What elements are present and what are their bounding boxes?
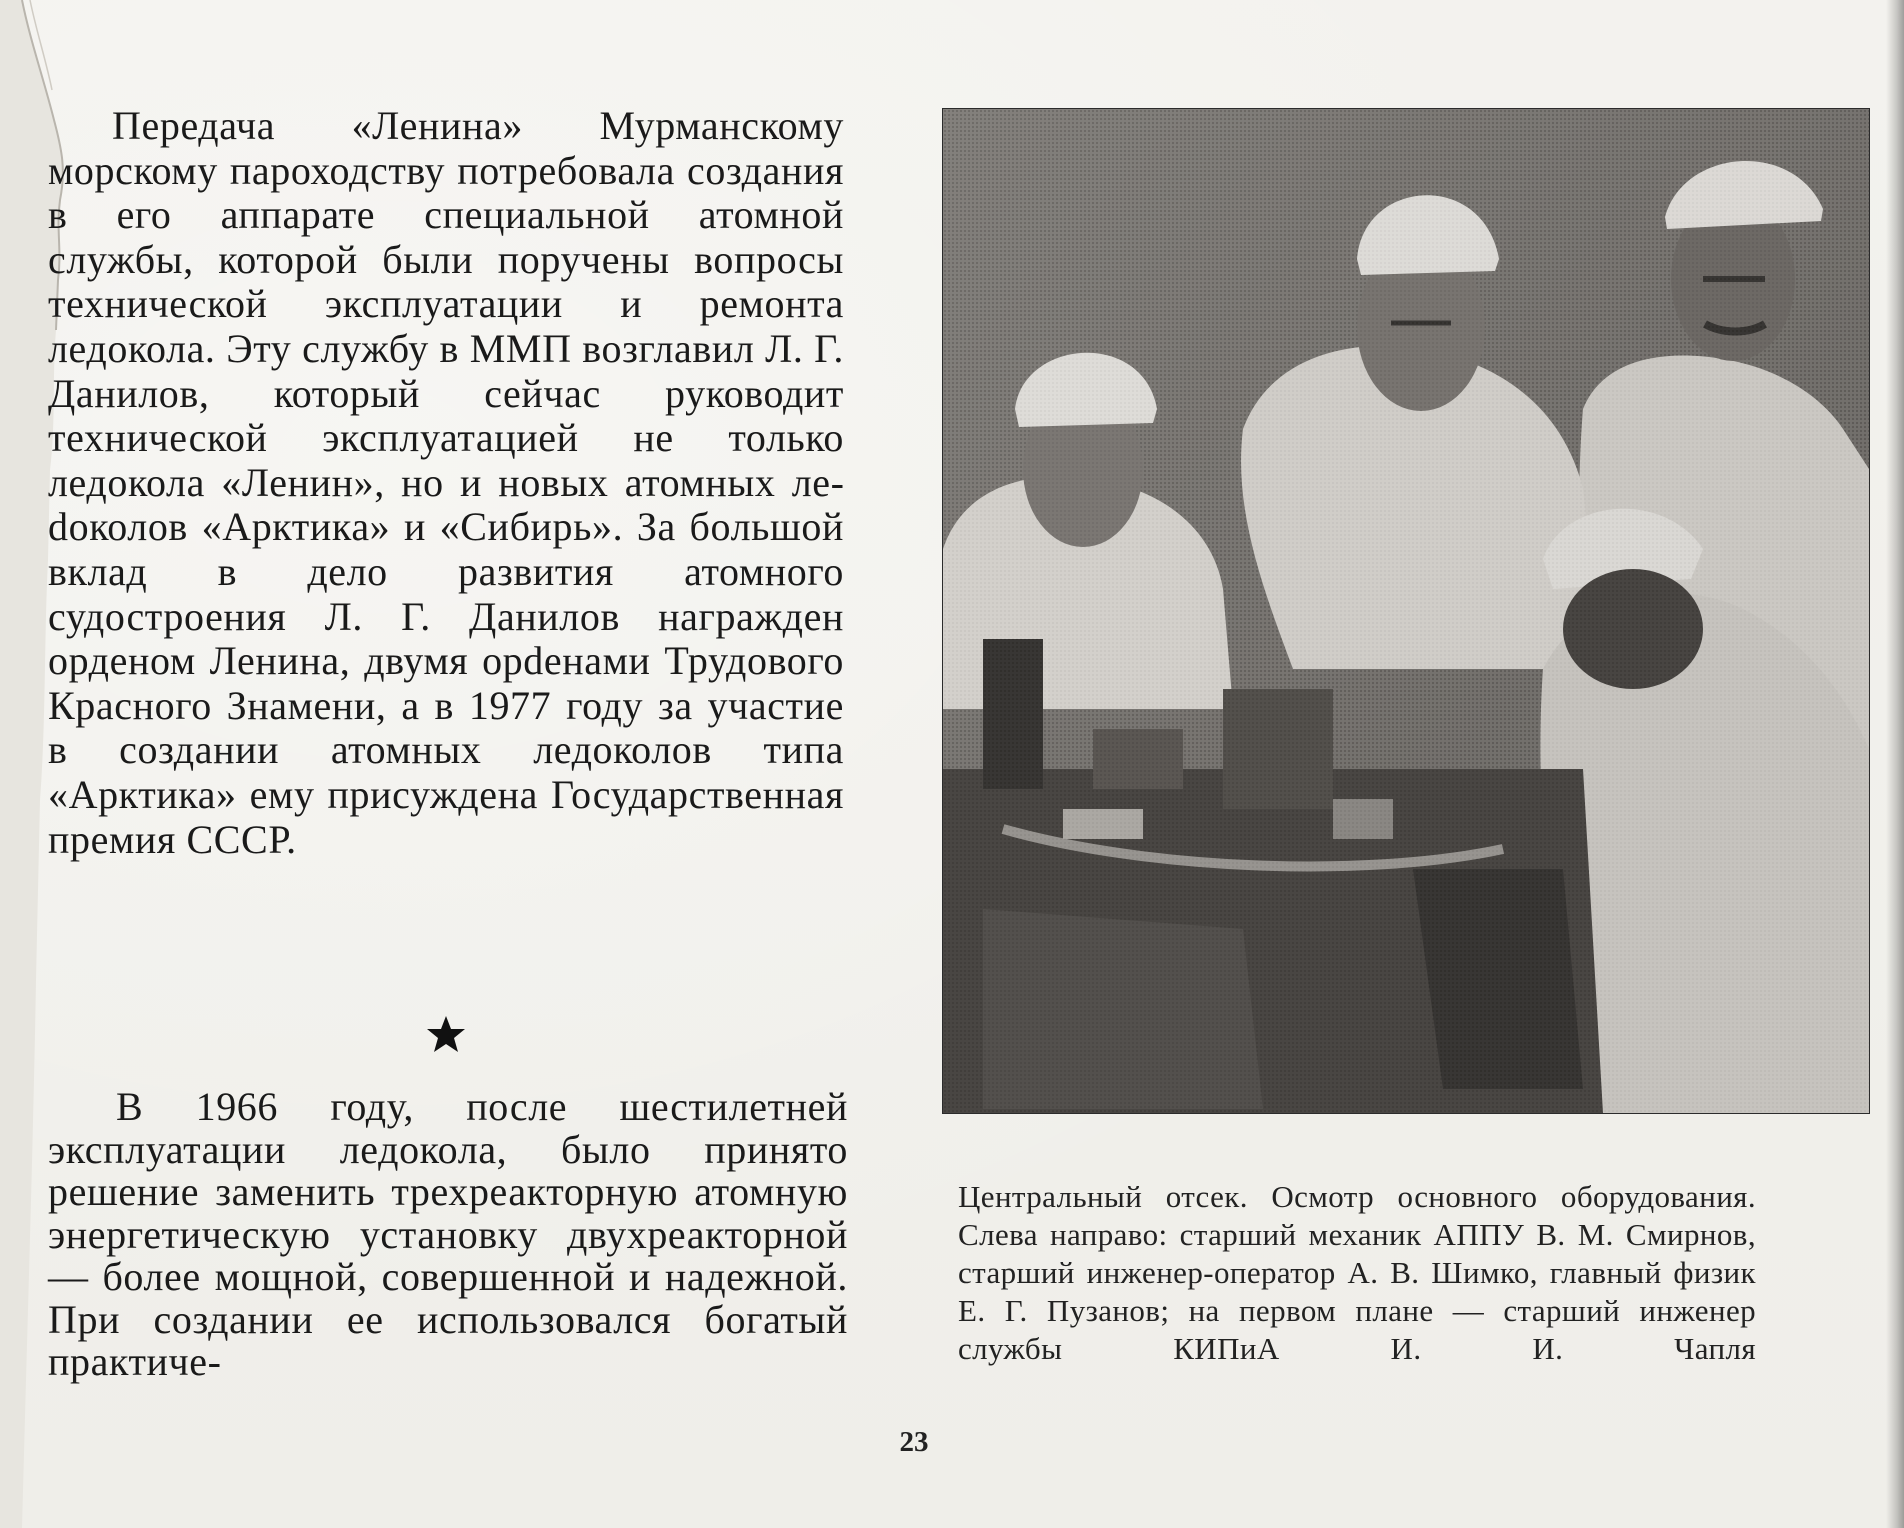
section-separator-star-icon [424,1012,468,1056]
page-binding-shadow [1886,0,1904,1528]
body-paragraph-2: В 1966 году, после шестилетней эксплуатации ледокола, было принято решение заменить трехреакторную атомную энергетическую установку двухреакторной — более мощной, совершенной и надежной. При создании ее использовался богатый практиче- [48,1084,848,1384]
body-paragraph-1: Передача «Ленина» Мурманскому морскому пароходству потребовала создания в его аппарате специальной атомной службы, которой были поручены вопросы технической эксплуатации и ремонта ледокола. Эту службу в ММП возглавил Л. Г. Данилов, который сейчас руководит технической эксплуатацией не только ледокола «Ленин», но и новых атомных леdоколов «Арктика» и «Сибирь». За большой вклад в дело развития атомного судостроения Л. Г. Данилов награжден орденом Ленина, двумя орdенами Трудового Красного Знамени, а в 1977 году за участие в создании атомных ледоколов типа «Арктика» ему присуждена Государственная премия СССР. [48,103,844,862]
page-number: 23 [899,1426,929,1458]
engineers-photograph [942,108,1870,1114]
photo-caption: Центральный отсек. Осмотр основного оборудования. Слева направо: старший механик АППУ В. М. Смирнов, старший инженер-оператор А. В. Шимко, главный физик Е. Г. Пузанов; на первом плане — старший инженер службы КИПиА И. И. Чапля [958,1179,1756,1366]
left-column [48,104,844,862]
